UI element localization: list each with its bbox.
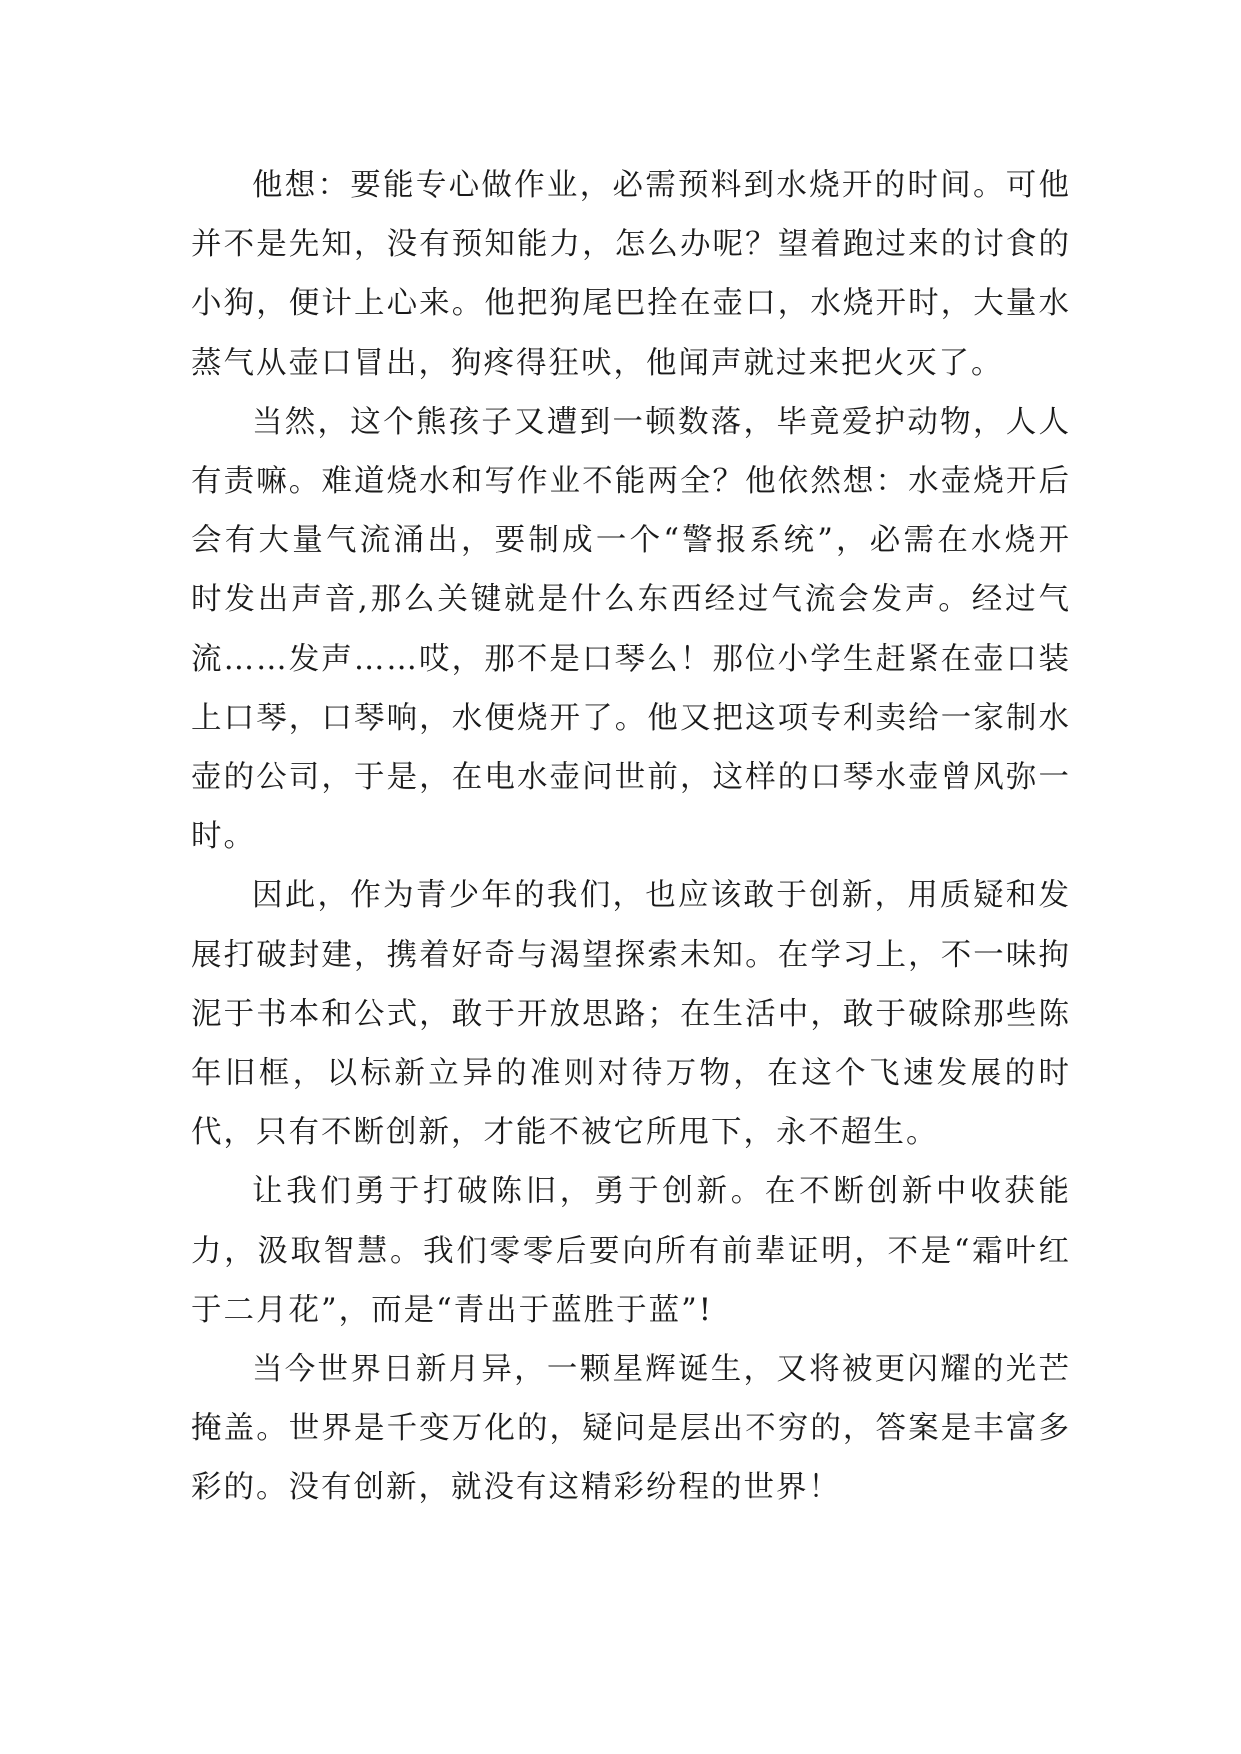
paragraph-3: 因此，作为青少年的我们，也应该敢于创新，用质疑和发展打破封建，携着好奇与渴望探索未知。在学习上，不一味拘泥于书本和公式，敢于开放思路；在生活中，敢于破除那些陈年旧框，以标新立异的准则对待万物，在这个飞速发展的时代，只有不断创新，才能不被它所甩下，永不超生。 [191,878,1071,1151]
essay-body [191,156,1071,1518]
paragraph-5: 当今世界日新月异，一颗星辉诞生，又将被更闪耀的光芒掩盖。世界是千变万化的，疑问是层出不穷的，答案是丰富多彩的。没有创新，就没有这精彩纷程的世界！ [191,1352,1071,1506]
paragraph-1: 他想：要能专心做作业，必需预料到水烧开的时间。可他并不是先知，没有预知能力，怎么办呢？望着跑过来的讨食的小狗，便计上心来。他把狗尾巴拴在壶口，水烧开时，大量水蒸气从壶口冒出，狗疼得狂吠，他闻声就过来把火灭了。 [191,168,1071,381]
paragraph-4: 让我们勇于打破陈旧，勇于创新。在不断创新中收获能力，汲取智慧。我们零零后要向所有前辈证明，不是“霜叶红于二月花”，而是“青出于蓝胜于蓝”! [191,1174,1071,1328]
paragraph-2: 当然，这个熊孩子又遭到一顿数落，毕竟爱护动物，人人有责嘛。难道烧水和写作业不能两全？他依然想：水壶烧开后会有大量气流涌出，要制成一个“警报系统”，必需在水烧开时发出声音,那么关键就是什么东西经过气流会发声。经过气流……发声……哎，那不是口琴么！那位小学生赶紧在壶口装上口琴，口琴响，水便烧开了。他又把这项专利卖给一家制水壶的公司，于是，在电水壶问世前，这样的口琴水壶曾风弥一时。 [191,404,1071,855]
